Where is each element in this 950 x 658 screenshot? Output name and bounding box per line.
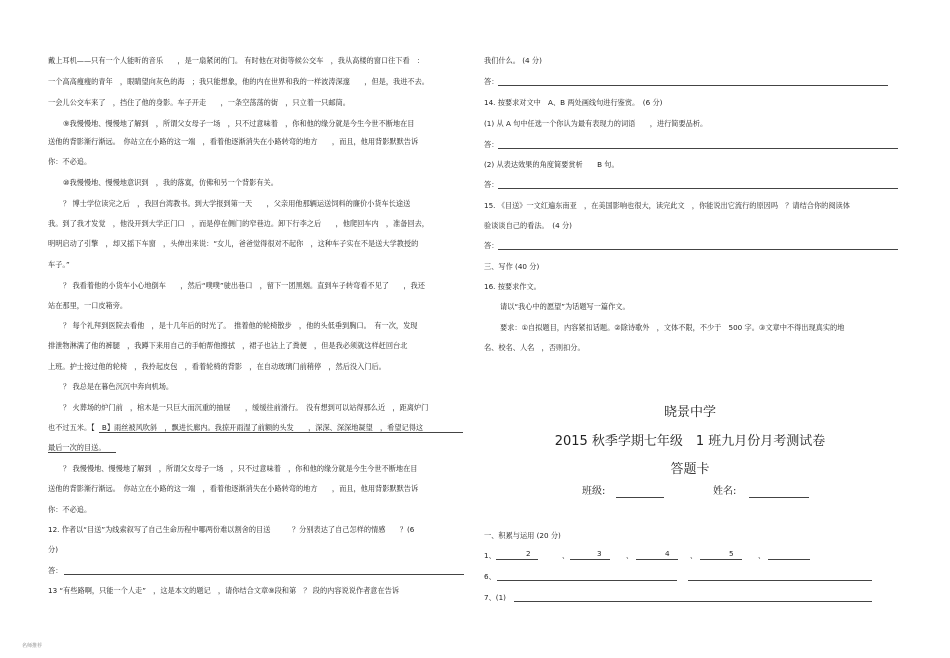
- left-line-21: ？ 我慢慢地、慢慢地了解到 ，所谓父女母子一场 ，只不过意味着 ，你和他的缘分就是今生今世不断地在目: [63, 464, 418, 473]
- sep-3: 、: [690, 551, 698, 560]
- left-line-12: ？ 我看着他的小货车小心地倒车 ，然后“噗噗”驶出巷口 ，留下一团黑烟。直到车子转弯看不见了 ，我还: [63, 281, 425, 290]
- left-line-13: 站在那里，一口皮箱旁。: [48, 301, 128, 310]
- answer-line-6a[interactable]: [497, 580, 677, 581]
- left-line-8: ？ 博士学位读完之后 ，我回台湾教书。到大学报到第一天 ，父亲用他那辆运送饲料的廉价小货车长途送: [63, 199, 411, 208]
- left-line-17: ？ 我总是在暮色沉沉中奔向机场。: [63, 382, 174, 391]
- right-q14-2: (2) 从表达效果的角度简要赏析 B 句。: [484, 160, 619, 169]
- blank-5-label: 5: [729, 549, 734, 558]
- answer-line-13[interactable]: [498, 85, 888, 86]
- left-line-14: ？ 每个礼拜到医院去看他 ，是十几年后的时光了。 推着他的轮椅散步 ，他的头低垂到胸口。 有一次，发现: [63, 321, 418, 330]
- left-line-20-underlined: 最后一次的目送。: [48, 443, 106, 452]
- exam-title: 2015 秋季学期七年级 1 班九月份月考测试卷: [554, 434, 826, 449]
- left-line-10: 明明启动了引擎 ，却又摇下车窗 ，头伸出来说：“女儿，爸爸觉得很对不起你 ，这种车子实在不是送大学教授的: [48, 239, 419, 248]
- blank-4-label: 4: [665, 549, 670, 558]
- row6-label: 6、: [484, 572, 496, 581]
- class-field[interactable]: [616, 497, 664, 498]
- left-answer-label: 答：: [48, 566, 63, 575]
- b-sentence-underline-2: [48, 452, 116, 453]
- right-q14-1: (1) 从 A 句中任选一个你认为最有表现力的词语 ，进行简要品析。: [484, 119, 708, 128]
- sep-4: 、: [758, 551, 766, 560]
- card-title: 答题卡: [670, 462, 710, 477]
- left-line-2: 一个高高瘦瘦的青年 ，眼睛望向灰色的海 ；我只能想象，他的内在世界和我的一样波涛深邃 ，但是，我进不去。: [48, 77, 429, 86]
- blank-3[interactable]: [636, 559, 678, 560]
- row7-label: 7、(1): [484, 593, 506, 602]
- name-field[interactable]: [749, 497, 809, 498]
- blank-2[interactable]: [570, 559, 610, 560]
- left-line-3: 一会儿公交车来了 ，挡住了他的身影。车子开走 ，一条空荡荡的街 ，只立着一只邮筒。: [48, 98, 350, 107]
- right-answer-3: 答：: [484, 180, 499, 189]
- answer-line-15[interactable]: [498, 249, 898, 250]
- right-answer-1: 答：: [484, 77, 499, 86]
- right-answer-2: 答：: [484, 140, 499, 149]
- section-writing: 三、写作 (40 分): [484, 262, 540, 271]
- right-q15-cont: 验谈谈自己的看法。 (4 分): [484, 221, 572, 230]
- right-requirements-cont: 名、校名、人名 ，否则扣分。: [484, 343, 585, 352]
- b-sentence-underline: [99, 432, 463, 433]
- answer-line-14-1[interactable]: [498, 148, 898, 149]
- right-answer-4: 答：: [484, 241, 499, 250]
- section-1-title: 一、积累与运用 (20 分): [484, 531, 561, 540]
- left-line-5: 送他的背影渐行渐远。 你站立在小路的这一端 ，看着他逐渐消失在小路转弯的地方 ，而且，他用背影默默告诉: [48, 137, 419, 146]
- left-line-1: 戴上耳机——只有一个人能听的音乐 ，是一扇紧闭的门。 有时他在对街等候公交车 ，我从高楼的窗口往下看 ：: [48, 56, 425, 65]
- left-line-9: 我。到了我才发觉 ，他没开到大学正门口 ，而是停在侧门的窄巷边。卸下行李之后 ，他爬回车内 ，准备回去，: [48, 219, 429, 228]
- right-q14: 14. 按要求对文中 A、B 两处画线句进行鉴赏。 (6 分): [484, 98, 663, 107]
- blank-2-label: 2: [526, 549, 531, 558]
- left-line-16: 上班。护士接过他的轮椅 ，我拎起皮包 ，看着轮椅的背影 ，在自动玻璃门前稍停 ，然后没入门后。: [48, 362, 386, 371]
- sep-2: 、: [626, 551, 634, 560]
- school-name: 晓景中学: [663, 405, 716, 420]
- left-q13: 13 “有些路啊，只能一个人走” ，这是本文的题记 ，请你结合文章⑨段和第 ？ 段的内容说说作者意在告诉: [48, 586, 400, 595]
- blank-3-label: 3: [597, 549, 602, 558]
- right-topic: 请以“我心中的愿望”为话题写一篇作文。: [500, 302, 630, 311]
- right-line-1: 我们什么。 (4 分): [484, 56, 542, 65]
- name-label: 姓名:: [713, 486, 737, 497]
- answer-line-6b[interactable]: [688, 580, 872, 581]
- left-line-11: 车子。”: [48, 260, 70, 269]
- left-line-4: ⑨我慢慢地、慢慢地了解到 ，所谓父女母子一场 ，只不过意味着 ，你和他的缘分就是今生今世不断地在目: [63, 119, 415, 128]
- left-line-22: 送他的背影渐行渐远。 你站立在小路的这一端 ，看着他逐渐消失在小路转弯的地方 ，而且，他用背影默默告诉: [48, 484, 419, 493]
- answer-line-14-2[interactable]: [498, 188, 898, 189]
- sep-1: 、: [562, 551, 570, 560]
- left-q12-cont: 分): [48, 545, 58, 554]
- blank-1[interactable]: [496, 559, 538, 560]
- blank-4[interactable]: [700, 559, 742, 560]
- answer-line-12[interactable]: [64, 574, 464, 575]
- footer-text: 名师推荐: [22, 643, 43, 649]
- class-label: 班级:: [582, 486, 606, 497]
- left-line-15: 排泄物淋满了他的裤腿 ，我蹲下来用自己的手帕帮他擦拭 ，裙子也沾上了粪便 ，但是我必须就这样赶回台北: [48, 341, 408, 350]
- left-line-23: 你：不必追。: [48, 505, 92, 514]
- left-line-19-underlined: 也不过五米。【 B】雨丝被风吹斜 ，飘进长廊内。我掠开雨湿了前额的头发 ，深深、深深地凝望 ，希望记得这: [48, 423, 424, 432]
- row1-prefix: 1、: [484, 551, 496, 560]
- answer-line-7[interactable]: [514, 601, 872, 602]
- right-q15: 15. 《目送》一文红遍东南亚 ，在美国影响也很大，读完此文 ，你能说出它流行的原因吗 ？请结合你的阅读体: [484, 201, 850, 210]
- blank-5[interactable]: [768, 559, 810, 560]
- left-q12: 12. 作者以“目送”为线索叙写了自己生命历程中哪两份难以割舍的目送 ？分别表达了自己怎样的情感 ？(6: [48, 525, 415, 534]
- right-q16: 16. 按要求作文。: [484, 282, 541, 291]
- left-line-18: ？ 火葬场的炉门前 ，棺木是一只巨大而沉重的抽屉 ，缓缓往前滑行。 没有想到可以站得那么近 ，距离炉门: [63, 403, 429, 412]
- left-line-7: ⑩我慢慢地、慢慢地意识到 ，我的落寞，仿佛和另一个背影有关。: [63, 178, 278, 187]
- left-line-6: 你：不必追。: [48, 157, 92, 166]
- right-requirements: 要求：①自拟题目，内容紧扣话题。②除诗歌外 ，文体不限，不少于 500 字。③文章中不得出现真实的地: [500, 323, 845, 332]
